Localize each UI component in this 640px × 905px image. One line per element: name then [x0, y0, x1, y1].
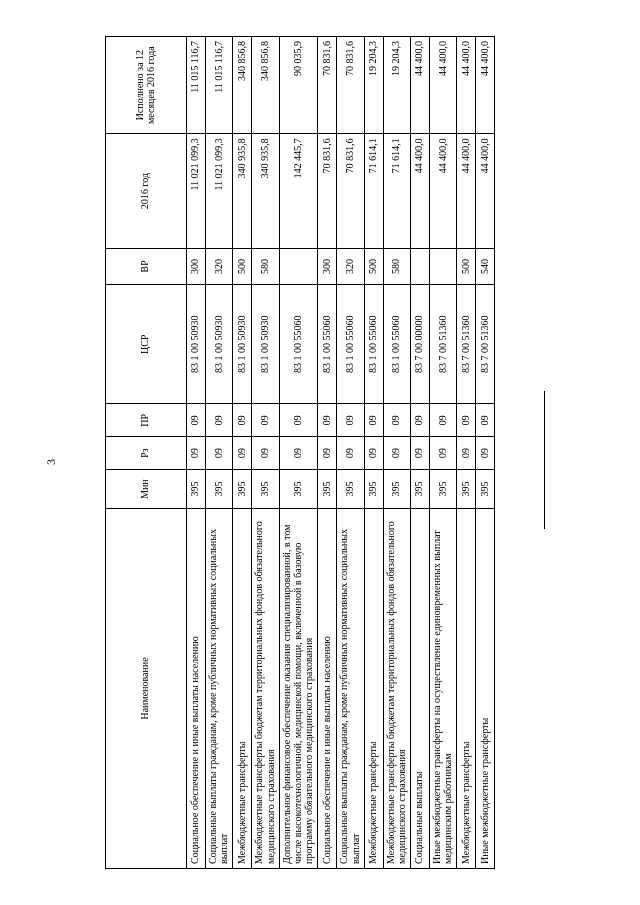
cell-csr: 83 1 00 55060 [364, 285, 383, 404]
cell-name: Иные межбюджетные трансферты на осуществление единовременных выплат медицинским работникам [430, 508, 457, 868]
cell-csr: 83 1 00 55060 [279, 285, 318, 404]
cell-name: Межбюджетные трансферты [457, 508, 476, 868]
cell-min: 395 [411, 470, 430, 509]
cell-csr: 83 7 00 00000 [411, 285, 430, 404]
cell-year: 70 831,6 [318, 134, 337, 248]
cell-executed: 44 400,0 [411, 37, 430, 134]
cell-min: 395 [337, 470, 364, 509]
cell-year: 11 021 099,3 [206, 134, 233, 248]
cell-min: 395 [206, 470, 233, 509]
cell-name: Иные межбюджетные трансферты [476, 508, 495, 868]
cell-vr: 320 [337, 248, 364, 284]
cell-vr: 500 [364, 248, 383, 284]
cell-rz: 09 [187, 437, 206, 470]
cell-vr: 300 [187, 248, 206, 284]
cell-name: Социальные выплаты гражданам, кроме публичных нормативных социальных выплат [337, 508, 364, 868]
budget-table [105, 36, 495, 869]
table-row [476, 37, 495, 869]
cell-csr: 83 1 00 55060 [383, 285, 410, 404]
cell-name: Социальное обеспечение и иные выплаты населению [187, 508, 206, 868]
table-row [430, 37, 457, 869]
table-row [233, 37, 252, 869]
cell-csr: 83 1 00 55060 [337, 285, 364, 404]
table-row [279, 37, 318, 869]
cell-executed: 19 204,3 [364, 37, 383, 134]
table-row [206, 37, 233, 869]
cell-csr: 83 1 00 55060 [318, 285, 337, 404]
cell-min: 395 [476, 470, 495, 509]
cell-name: Межбюджетные трансферты бюджетам территориальных фондов обязательного медицинского страхования [252, 508, 279, 868]
cell-csr: 83 7 00 51360 [430, 285, 457, 404]
cell-vr: 500 [457, 248, 476, 284]
cell-name: Социальное обеспечение и иные выплаты населению [318, 508, 337, 868]
cell-executed: 70 831,6 [318, 37, 337, 134]
cell-executed: 44 400,0 [430, 37, 457, 134]
header-name: Наименование [106, 508, 187, 868]
cell-rz: 09 [476, 437, 495, 470]
cell-vr: 580 [252, 248, 279, 284]
cell-min: 395 [318, 470, 337, 509]
cell-rz: 09 [279, 437, 318, 470]
table-row [337, 37, 364, 869]
table-row [252, 37, 279, 869]
cell-pr: 09 [206, 404, 233, 437]
cell-rz: 09 [457, 437, 476, 470]
table-row [364, 37, 383, 869]
cell-csr: 83 1 00 50930 [187, 285, 206, 404]
header-csr: ЦСР [106, 285, 187, 404]
cell-pr: 09 [337, 404, 364, 437]
cell-min: 395 [233, 470, 252, 509]
cell-rz: 09 [430, 437, 457, 470]
cell-name: Межбюджетные трансферты [233, 508, 252, 868]
cell-pr: 09 [233, 404, 252, 437]
cell-rz: 09 [364, 437, 383, 470]
cell-year: 70 831,6 [337, 134, 364, 248]
cell-name: Дополнительное финансовое обеспечение оказания специализированной, в том числе высокотехнологичной, медицинской помощи, включенной в базовую программу обязательного медицинского страхования [279, 508, 318, 868]
cell-executed: 19 204,3 [383, 37, 410, 134]
cell-pr: 09 [411, 404, 430, 437]
cell-name: Социальные выплаты гражданам, кроме публичных нормативных социальных выплат [206, 508, 233, 868]
cell-year: 44 400,0 [430, 134, 457, 248]
cell-min: 395 [457, 470, 476, 509]
cell-vr [411, 248, 430, 284]
footer-divider [544, 391, 545, 529]
cell-rz: 09 [383, 437, 410, 470]
cell-rz: 09 [318, 437, 337, 470]
table-row [318, 37, 337, 869]
cell-csr: 83 1 00 50930 [233, 285, 252, 404]
cell-pr: 09 [383, 404, 410, 437]
cell-rz: 09 [206, 437, 233, 470]
table-row [187, 37, 206, 869]
cell-year: 71 614,1 [383, 134, 410, 248]
cell-min: 395 [279, 470, 318, 509]
cell-executed: 340 856,8 [252, 37, 279, 134]
header-rz: Рз [106, 437, 187, 470]
cell-vr: 300 [318, 248, 337, 284]
cell-name: Межбюджетные трансферты бюджетам территориальных фондов обязательного медицинского страхования [383, 508, 410, 868]
cell-executed: 44 400,0 [457, 37, 476, 134]
cell-rz: 09 [337, 437, 364, 470]
cell-name: Межбюджетные трансферты [364, 508, 383, 868]
cell-name: Социальные выплаты [411, 508, 430, 868]
table-row [383, 37, 410, 869]
cell-executed: 11 015 116,7 [187, 37, 206, 134]
header-vr: ВР [106, 248, 187, 284]
table-row [411, 37, 430, 869]
cell-min: 395 [187, 470, 206, 509]
cell-vr [279, 248, 318, 284]
cell-executed: 90 035,9 [279, 37, 318, 134]
cell-min: 395 [364, 470, 383, 509]
table-body [187, 37, 495, 869]
cell-rz: 09 [411, 437, 430, 470]
cell-rz: 09 [233, 437, 252, 470]
cell-year: 44 400,0 [476, 134, 495, 248]
cell-vr: 500 [233, 248, 252, 284]
cell-csr: 83 1 00 50930 [206, 285, 233, 404]
cell-csr: 83 1 00 50930 [252, 285, 279, 404]
cell-year: 340 935,8 [233, 134, 252, 248]
cell-min: 395 [383, 470, 410, 509]
cell-year: 44 400,0 [411, 134, 430, 248]
page-number: 3 [44, 459, 58, 465]
cell-year: 44 400,0 [457, 134, 476, 248]
cell-vr [430, 248, 457, 284]
header-min: Мин [106, 470, 187, 509]
header-pr: ПР [106, 404, 187, 437]
cell-vr: 540 [476, 248, 495, 284]
cell-pr: 09 [252, 404, 279, 437]
cell-executed: 70 831,6 [337, 37, 364, 134]
header-year: 2016 год [106, 134, 187, 248]
cell-pr: 09 [457, 404, 476, 437]
cell-min: 395 [430, 470, 457, 509]
cell-year: 11 021 099,3 [187, 134, 206, 248]
cell-vr: 320 [206, 248, 233, 284]
header-executed: Исполнено за 12 месяцев 2016 года [106, 37, 187, 134]
cell-pr: 09 [430, 404, 457, 437]
cell-csr: 83 7 00 51360 [457, 285, 476, 404]
cell-executed: 11 015 116,7 [206, 37, 233, 134]
cell-pr: 09 [279, 404, 318, 437]
cell-csr: 83 7 00 51360 [476, 285, 495, 404]
cell-pr: 09 [476, 404, 495, 437]
table-header-row [106, 37, 187, 869]
cell-rz: 09 [252, 437, 279, 470]
cell-pr: 09 [187, 404, 206, 437]
cell-year: 142 445,7 [279, 134, 318, 248]
cell-pr: 09 [364, 404, 383, 437]
cell-year: 340 935,8 [252, 134, 279, 248]
cell-year: 71 614,1 [364, 134, 383, 248]
cell-executed: 340 856,8 [233, 37, 252, 134]
cell-vr: 580 [383, 248, 410, 284]
cell-executed: 44 400,0 [476, 37, 495, 134]
table-row [457, 37, 476, 869]
cell-pr: 09 [318, 404, 337, 437]
cell-min: 395 [252, 470, 279, 509]
